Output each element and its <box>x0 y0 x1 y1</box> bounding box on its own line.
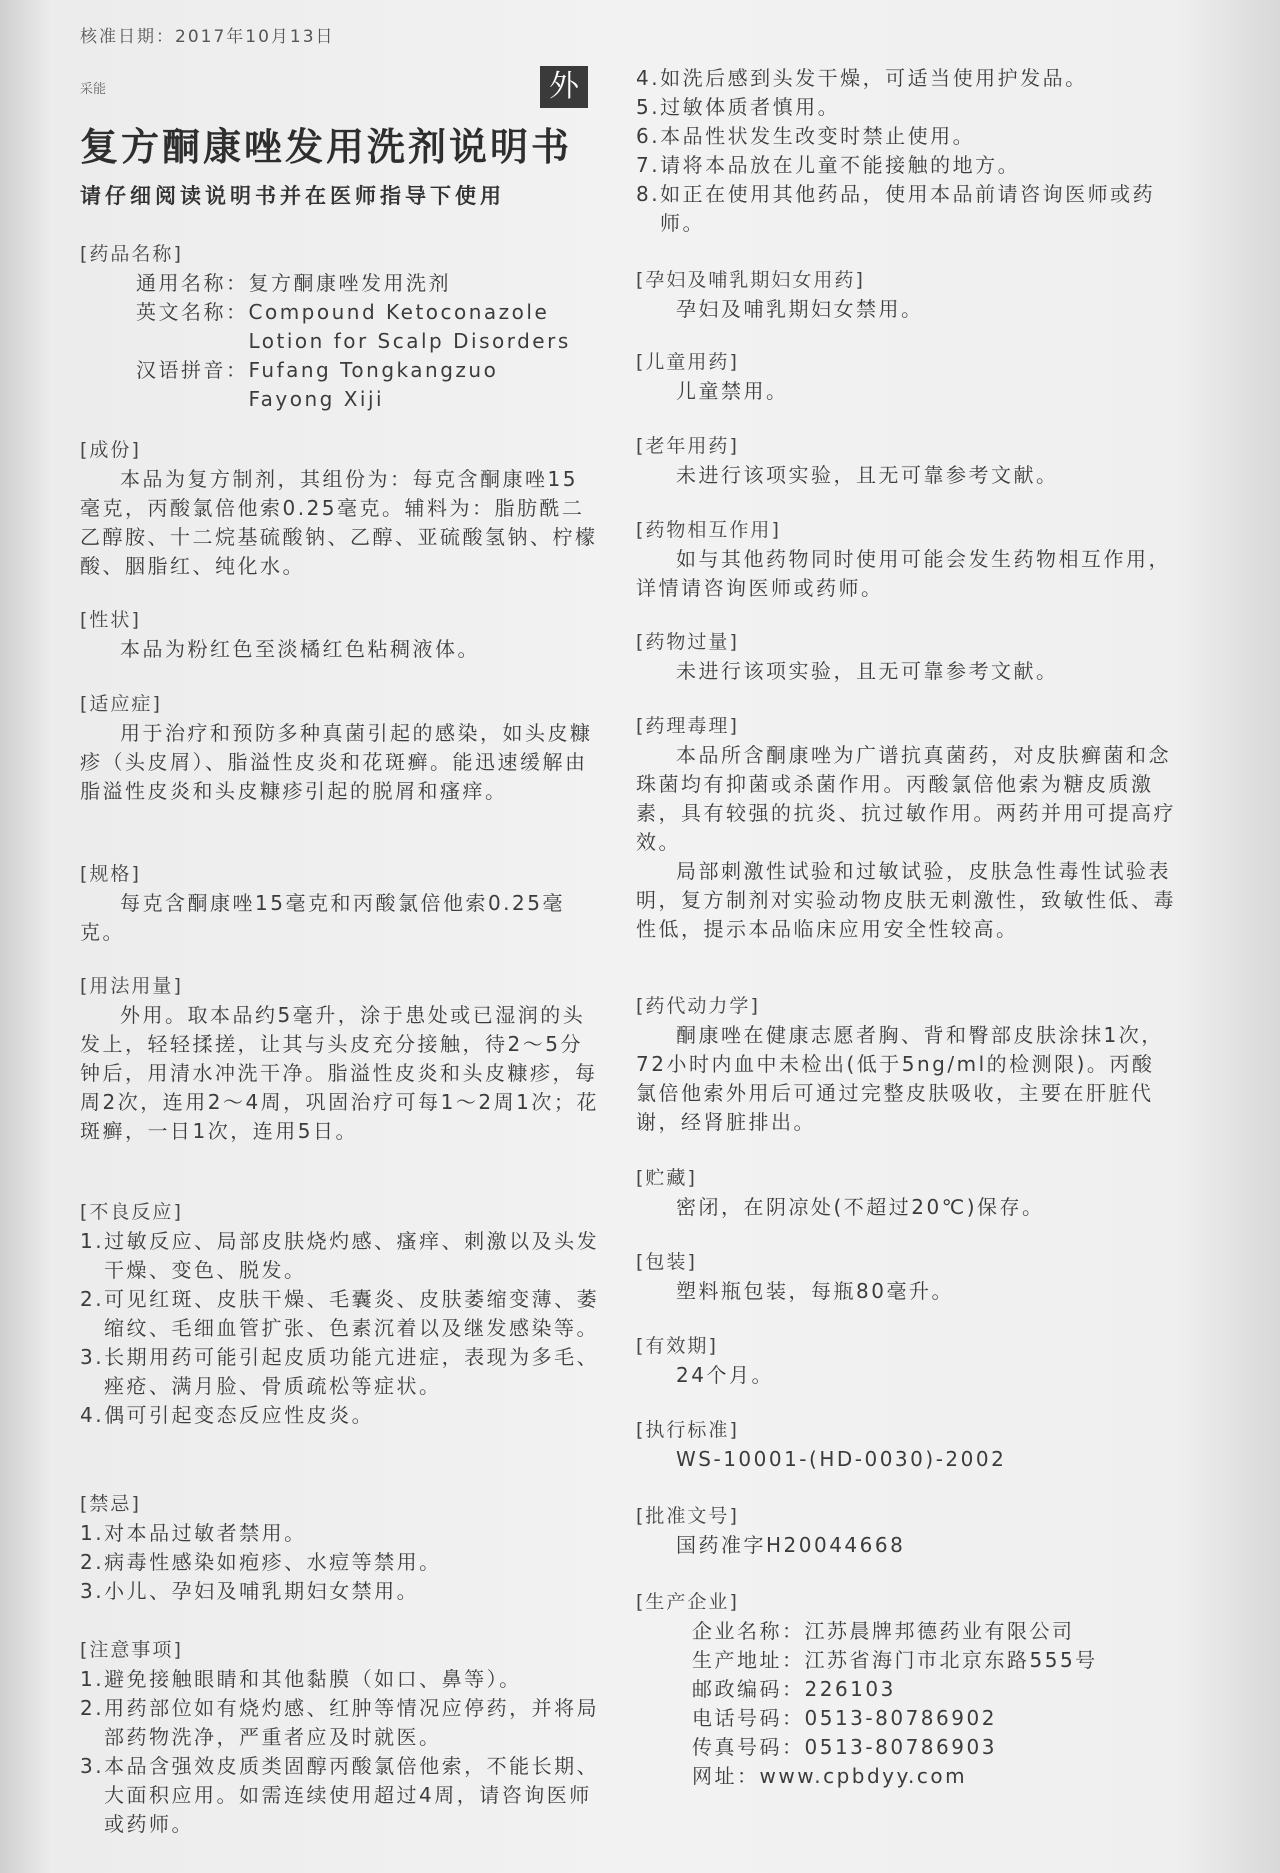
overdose-text: 未进行该项实验，且无可靠参考文献。 <box>676 659 1059 683</box>
section-heading: [ 药理毒理 ] <box>636 712 1176 741</box>
row-label: 网址： <box>692 1764 760 1788</box>
section-elderly <box>636 432 1176 490</box>
composition-text: 本品为复方制剂，其组份为：每克含酮康唑15毫克，丙酸氯倍他索0.25毫克。辅料为：脂肪酰二乙醇胺、十二烷基硫酸钠、乙醇、亚硫酸氢钠、柠檬酸、胭脂红、纯化水。 <box>80 467 598 578</box>
section-pharmacokinetics <box>636 992 1176 1137</box>
section-composition <box>80 436 600 581</box>
row-label: 生产地址： <box>692 1648 805 1672</box>
section-package <box>636 1248 1176 1306</box>
section-overdose <box>636 628 1176 686</box>
section-appearance <box>80 606 600 664</box>
row-label: 邮政编码： <box>692 1677 805 1701</box>
section-validity <box>636 1332 1176 1390</box>
list-item: 3.长期用药可能引起皮质功能亢进症，表现为多毛、痤疮、满月脸、骨质疏松等症状。 <box>80 1345 600 1398</box>
section-heading: [ 禁忌 ] <box>80 1490 600 1519</box>
section-heading: [ 不良反应 ] <box>80 1198 600 1227</box>
pinyin-name-line-2: Fayong Xiji <box>248 387 385 411</box>
external-use-badge: 外 <box>540 66 588 108</box>
manufacturer-address-row <box>636 1646 1176 1675</box>
common-name-value: 复方酮康唑发用洗剂 <box>248 271 451 295</box>
section-pharmacology <box>636 712 1176 944</box>
usage-notice: 请仔细阅读说明书并在医师指导下使用 <box>80 184 505 208</box>
row-value: 226103 <box>804 1677 896 1701</box>
list-item: 6.本品性状发生改变时禁止使用。 <box>636 124 976 148</box>
section-heading: [ 药物过量 ] <box>636 628 1176 657</box>
section-interactions <box>636 516 1176 603</box>
appearance-text: 本品为粉红色至淡橘红色粘稠液体。 <box>120 637 480 661</box>
section-heading: [ 药代动力学 ] <box>636 992 1176 1021</box>
manufacturer-phone-row <box>636 1704 1176 1733</box>
list-item: 8.如正在使用其他药品，使用本品前请咨询医师或药师。 <box>636 182 1156 235</box>
section-heading: [ 药物相互作用 ] <box>636 516 1176 545</box>
section-pregnancy <box>636 266 1176 324</box>
list-item: 2.用药部位如有烧灼感、红肿等情况应停药，并将局部药物洗净，严重者应及时就医。 <box>80 1696 600 1749</box>
section-storage <box>636 1164 1176 1222</box>
pinyin-name-line-1: Fufang Tongkangzuo <box>248 358 499 382</box>
manufacturer-website-row <box>636 1762 1176 1791</box>
row-value: 0513-80786902 <box>804 1706 997 1730</box>
manufacturer-postcode-row <box>636 1675 1176 1704</box>
interactions-text: 如与其他药物同时使用可能会发生药物相互作用，详情请咨询医师或药师。 <box>636 547 1171 600</box>
list-item: 7.请将本品放在儿童不能接触的地方。 <box>636 153 1021 177</box>
english-name-row <box>80 298 600 356</box>
english-name-value <box>249 298 571 356</box>
storage-text: 密闭，在阴凉处(不超过20℃)保存。 <box>676 1195 1045 1219</box>
package-text: 塑料瓶包装，每瓶80毫升。 <box>676 1279 954 1303</box>
elderly-text: 未进行该项实验，且无可靠参考文献。 <box>676 463 1059 487</box>
section-precautions-continued <box>636 64 1176 238</box>
section-heading: [ 批准文号 ] <box>636 1502 1176 1531</box>
specification-text: 每克含酮康唑15毫克和丙酸氯倍他索0.25毫克。 <box>80 891 565 944</box>
section-heading: [ 儿童用药 ] <box>636 348 1176 377</box>
section-heading: [ 性状 ] <box>80 606 600 635</box>
section-heading: [ 成份 ] <box>80 436 600 465</box>
manufacturer-fax-row <box>636 1733 1176 1762</box>
section-heading: [ 贮藏 ] <box>636 1164 1176 1193</box>
section-manufacturer <box>636 1588 1176 1791</box>
indications-text: 用于治疗和预防多种真菌引起的感染，如头皮糠疹（头皮屑）、脂溢性皮炎和花斑癣。能迅速缓解由脂溢性皮炎和头皮糠疹引起的脱屑和瘙痒。 <box>80 721 593 803</box>
children-text: 儿童禁用。 <box>676 379 789 403</box>
list-item: 1.对本品过敏者禁用。 <box>80 1521 307 1545</box>
row-label: 传真号码： <box>692 1735 805 1759</box>
list-item: 1.避免接触眼睛和其他黏膜（如口、鼻等）。 <box>80 1667 522 1691</box>
pharmacokinetics-text: 酮康唑在健康志愿者胸、背和臀部皮肤涂抹1次，72小时内血中未检出(低于5ng/ml的检测限)。丙酸氯倍他索外用后可通过完整皮肤吸收，主要在肝脏代谢，经肾脏排出。 <box>636 1023 1164 1134</box>
section-heading: [ 孕妇及哺乳期妇女用药 ] <box>636 266 1176 295</box>
section-heading: [ 包装 ] <box>636 1248 1176 1277</box>
list-item: 3.本品含强效皮质类固醇丙酸氯倍他索，不能长期、大面积应用。如需连续使用超过4周，请咨询医师或药师。 <box>80 1754 600 1836</box>
pinyin-name-value <box>249 356 499 414</box>
section-adverse-reactions <box>80 1198 600 1430</box>
english-name-label: 英文名称： <box>136 300 249 324</box>
section-heading: [ 适应症 ] <box>80 690 600 719</box>
section-contraindications <box>80 1490 600 1606</box>
common-name-row <box>80 269 600 298</box>
section-heading: [ 生产企业 ] <box>636 1588 1176 1617</box>
pregnancy-text: 孕妇及哺乳期妇女禁用。 <box>676 297 924 321</box>
list-item: 4.如洗后感到头发干燥，可适当使用护发品。 <box>636 66 1088 90</box>
pharmacology-text-1: 本品所含酮康唑为广谱抗真菌药，对皮肤癣菌和念珠菌均有抑菌或杀菌作用。丙酸氯倍他索为糖皮质激素，具有较强的抗炎、抗过敏作用。两药并用可提高疗效。 <box>636 743 1176 854</box>
pharmacology-text-2: 局部刺激性试验和过敏试验，皮肤急性毒性试验表明，复方制剂对实验动物皮肤无刺激性，致敏性低、毒性低，提示本品临床应用安全性较高。 <box>636 859 1176 941</box>
section-heading: [ 用法用量 ] <box>80 972 600 1001</box>
standard-text: WS-10001-(HD-0030)-2002 <box>676 1447 1007 1471</box>
list-item: 4.偶可引起变态反应性皮炎。 <box>80 1403 375 1427</box>
section-heading: [ 执行标准 ] <box>636 1416 1176 1445</box>
document-title: 复方酮康唑发用洗剂说明书 <box>80 125 573 169</box>
row-label: 企业名称： <box>692 1619 805 1643</box>
pinyin-name-row <box>80 356 600 414</box>
section-heading: [ 注意事项 ] <box>80 1636 600 1665</box>
section-heading: [ 老年用药 ] <box>636 432 1176 461</box>
section-approval-number <box>636 1502 1176 1560</box>
row-value: www.cpbdyy.com <box>759 1764 968 1788</box>
english-name-line-2: Lotion for Scalp Disorders <box>248 329 571 353</box>
row-value: 0513-80786903 <box>804 1735 997 1759</box>
section-heading: [ 有效期 ] <box>636 1332 1176 1361</box>
manufacturer-name-row <box>636 1617 1176 1646</box>
row-label: 电话号码： <box>692 1706 805 1730</box>
section-drug-name <box>80 240 600 414</box>
section-dosage <box>80 972 600 1146</box>
validity-text: 24个月。 <box>676 1363 774 1387</box>
section-standard <box>636 1416 1176 1474</box>
approval-number-text: 国药准字H20044668 <box>676 1533 906 1557</box>
list-item: 3.小儿、孕妇及哺乳期妇女禁用。 <box>80 1579 420 1603</box>
row-value: 江苏晨牌邦德药业有限公司 <box>804 1619 1075 1643</box>
list-item: 5.过敏体质者慎用。 <box>636 95 841 119</box>
dosage-text: 外用。取本品约5毫升，涂于患处或已湿润的头发上，轻轻揉搓，让其与头皮充分接触，待2～5分钟后，用清水冲洗干净。脂溢性皮炎和头皮糠疹，每周2次，连用2～4周，巩固治疗可每1～2周1次；花斑癣，一日1次，连用5日。 <box>80 1003 599 1143</box>
section-children <box>636 348 1176 406</box>
brand-mark: 采能 <box>80 82 107 97</box>
list-item: 2.可见红斑、皮肤干燥、毛囊炎、皮肤萎缩变薄、萎缩纹、毛细血管扩张、色素沉着以及继发感染等。 <box>80 1287 600 1340</box>
section-heading: [ 规格 ] <box>80 860 600 889</box>
list-item: 2.病毒性感染如疱疹、水痘等禁用。 <box>80 1550 442 1574</box>
section-heading: [ 药品名称 ] <box>80 240 600 269</box>
approval-date: 核准日期：2017年10月13日 <box>80 27 335 47</box>
row-value: 江苏省海门市北京东路555号 <box>804 1648 1098 1672</box>
section-specification <box>80 860 600 947</box>
section-indications <box>80 690 600 806</box>
english-name-line-1: Compound Ketoconazole <box>248 300 550 324</box>
pinyin-name-label: 汉语拼音： <box>136 358 249 382</box>
section-precautions <box>80 1636 600 1839</box>
list-item: 1.过敏反应、局部皮肤烧灼感、瘙痒、刺激以及头发干燥、变色、脱发。 <box>80 1229 600 1282</box>
common-name-label: 通用名称： <box>136 271 249 295</box>
